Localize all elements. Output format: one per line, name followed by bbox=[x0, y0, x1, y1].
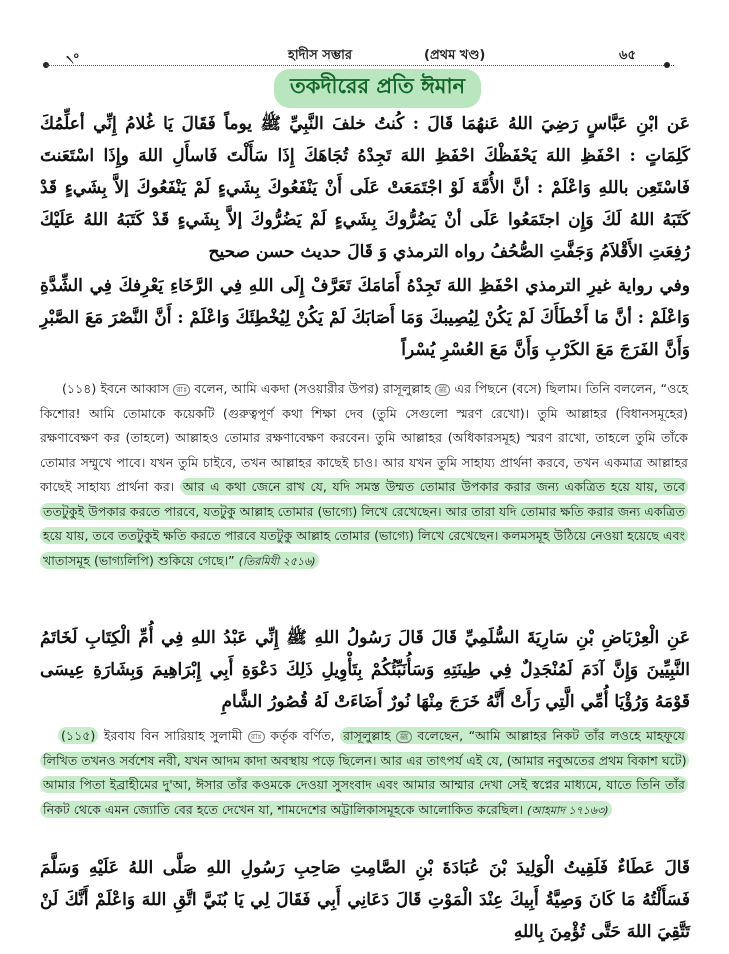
salawat-icon: ﷺ bbox=[396, 731, 412, 743]
rule-endpoint-right bbox=[664, 62, 670, 68]
arabic-other-narration: وفي رواية غيرِ الترمذي احْفَظِ اللهَ تَجِدْهُ أَمَامَكَ تَعَرَّفْ إِلَى اللهِ فِي الرَّخَاءِ يَعْرِفكَ فِي الشِّدَّةِ وَاعْلَمْ : أنَّ مَا أَخْطَأَكَ لَمْ يَكُنْ لِيُصِيبكَ وَمَا أَصَابَكَ لَمْ يَكُنْ لِيُخْطِئَكَ وَاعْلَمْ : أَنَّ النَّصْرَ مَعَ الصَّبْرِ وَأَنَّ الفَرَجَ مَعَ الكَرْبِ وَأَنَّ مَعَ العُسْرِ يُسْراً bbox=[40, 276, 690, 360]
running-header bbox=[44, 42, 674, 66]
arabic-hadith-ibn-abbas: عَن ابْنِ عَبَّاسٍ رَضِيَ اللهُ عَنهُمَا قَالَ : كُنتُ خلفَ النَّبِيِّ ﷺ يوماً فَقَالَ يَا غُلامُ إِنِّي أعلِّمُكَ كَلِمَاتٍ : احْفَظِ اللهَ يَحْفَظْكَ احْفَظِ اللهَ تَجِدْهُ تُجَاهَكَ إِذَا سَأَلْتَ فَاسأَلِ اللهَ وإِذَا اسْتَعَنتَ فَاسْتَعِن باللهِ وَاعْلَمْ : أنَّ الأُمَّةَ لَوْ اجْتَمَعَتْ عَلَى أَنْ يَنْفَعُوكَ بِشَيءٍ لَمْ يَنْفَعُوكَ إلاَّ بِشَيءٍ قَدْ كَتَبَهُ اللهُ لَكَ وَإِن اجتَمَعُوا عَلَى أنْ يَضُرُّوكَ بِشَيءٍ لَمْ يَضُرُّوكَ إلاَّ بِشَيءٍ قَدْ كَتَبَهُ اللهُ عَلَيْكَ رُفِعَتِ الأَقْلاَمُ وَجَفَّتِ الصُّحُفُ رواه الترمذي وَ قَالَ حديث حسن صحيح bbox=[40, 114, 690, 262]
header-book-title: হাদীস সম্ভার bbox=[288, 48, 353, 63]
header-page-number: ৬৫ bbox=[619, 48, 636, 63]
arabic-hadith-ata: قَالَ عَطَاءٌ فَلَقِيتُ الْوَلِيدَ بْنَ عُبَادَةَ بْنِ الصَّامِتِ صَاحِبِ رَسُولِ اللهِ صَلَّى اللهُ عَلَيْهِ وَسَلَّمَ فَسَأَلْتُهُ مَا كَانَ وَصِيَّةُ أَبِيكَ عِنْدَ الْمَوْتِ قَالَ دَعَانِي أَبِي فَقَالَ لِي يَا بُنَيَّ اتَّقِ اللهَ وَاعْلَمْ أَنَّكَ لَنْ تَتَّقِيَ اللهَ حَتَّى تُؤْمِنَ بِاللهِ bbox=[40, 858, 690, 942]
header-volume: (প্রথম খণ্ড) bbox=[424, 48, 486, 63]
narrator: ইবনে আব্বাস bbox=[100, 381, 170, 396]
radiyallahu-icon: রাঃ bbox=[248, 731, 265, 743]
header-divider bbox=[46, 65, 674, 66]
salawat-icon: ﷺ bbox=[435, 384, 451, 396]
text-segment: কর্তৃক বর্ণিত, bbox=[270, 728, 335, 743]
radiyallahu-icon: রাঃ bbox=[173, 384, 190, 396]
hadith-115-translation bbox=[40, 724, 688, 823]
highlighted-text: রাসূলুল্লাহ bbox=[343, 728, 391, 743]
reference-citation: (আহমাদ ১৭১৬৩) bbox=[527, 803, 609, 817]
text-segment: বলেন, আমি একদা (সওয়ারীর উপর) রাসূলুল্লাহ bbox=[194, 381, 431, 396]
hadith-114-translation bbox=[40, 377, 688, 574]
arabic-hadith-irbad: عَنِ الْعِرْبَاضِ بْنِ سَارِيَةَ السُّلَمِيِّ قَالَ قَالَ رَسُولُ اللهِ ﷺ إِنِّي عَبْدُ اللهِ فِي أُمِّ الْكِتَابِ لَخَاتَمُ النَّبِيِّينَ وَإِنَّ آدَمَ لَمُنْجَدِلٌ فِي طِينَتِهِ وَسَأُنَبِّئُكُمْ بِتَأْوِيلِ ذَلِكَ دَعْوَةِ أَبِي إِبْرَاهِيمَ وَبِشَارَةِ عِيسَى قَوْمَهُ وَرُؤْيَا أُمِّي الَّتِي رَأَتْ أَنَّهُ خَرَجَ مِنْهَا نُورٌ أَضَاءَتْ لَهُ قُصُورُ الشَّامِ bbox=[40, 628, 690, 712]
highlighted-text: বলেছেন, “আমি আল্লাহর নিকট তাঁর লওহে মাহফূযে লিখিত তখনও সর্বশেষ নবী, যখন আদম কাদা অবস্থায় পড়ে ছিলেন। আর এর তাৎপর্য এই যে, (আমার নবুঅতের প্রথম বিকাশ ঘটে) আমার পিতা ইব্রাহীমের দু'আ, ঈসার তাঁর কওমকে দেওয়া সুসংবাদ এবং আমার আম্মার দেখা সেই স্বপ্নের মাধ্যমে, যাতে তিনি তাঁর নিকট থেকে এমন জ্যোতি বের হতে দেখেন যা, শামদেশের অট্টালিকাসমূহকে আলোকিত করেছিল। bbox=[43, 728, 687, 817]
chapter-title: তকদীরের প্রতি ঈমান bbox=[274, 69, 481, 108]
narrator: ইরবায বিন সারিয়াহ সুলামী bbox=[103, 728, 243, 743]
hadith-number: (১১৪) bbox=[62, 381, 97, 396]
text-segment: এর পিছনে (বসে) ছিলাম। তিনি বললেন, “ওহে কিশোর! আমি তোমাকে কয়েকটি (গুরুত্বপূর্ণ কথা শিক্ষা দেব (তুমি সেগুলো স্মরণ রেখো)। তুমি আল্লাহর (বিধানসমূহের) রক্ষণাবেক্ষণ কর (তাহলে) আল্লাহও তোমার রক্ষণাবেক্ষণ করবেন। তুমি আল্লাহর (অধিকারসমূহ) স্মরণ রাখো, তাহলে তুমি তাঁকে তোমার সম্মুখে পাবে। যখন তুমি চাইবে, তখন আল্লাহর কাছেই চাও। আর যখন তুমি সাহায্য প্রার্থনা করবে, তখন একমাত্র আল্লাহর কাছেই সাহায্য প্রার্থনা কর। bbox=[40, 381, 689, 494]
highlighted-text: আর এ কথা জেনে রাখ যে, যদি সমস্ত উম্মত তোমার উপকার করার জন্য একত্রিত হয়ে যায়, তবে ততটুকুই উপকার করতে পারবে, যতটুকু আল্লাহ তোমার (ভাগ্যে) লিখে রেখেছেন। আর তারা যদি তোমার ক্ষতি করার জন্য একত্রিত হয়ে যায়, তবে ততটুকুই ক্ষতি করতে পারবে যতটুকু আল্লাহ তোমার (ভাগ্যে) লিখে রেখেছেন। কলমসমূহ উঠিয়ে নেওয়া হয়েছে এবং খাতাসমূহ (ভাগ্যলিপি) শুকিয়ে গেছে।” bbox=[43, 479, 685, 568]
reference-citation: (তিরমিযী ২৫১৬) bbox=[238, 554, 316, 568]
hadith-number: (১১৫) bbox=[58, 727, 98, 744]
header-page-left: ৲৹ bbox=[66, 48, 80, 63]
